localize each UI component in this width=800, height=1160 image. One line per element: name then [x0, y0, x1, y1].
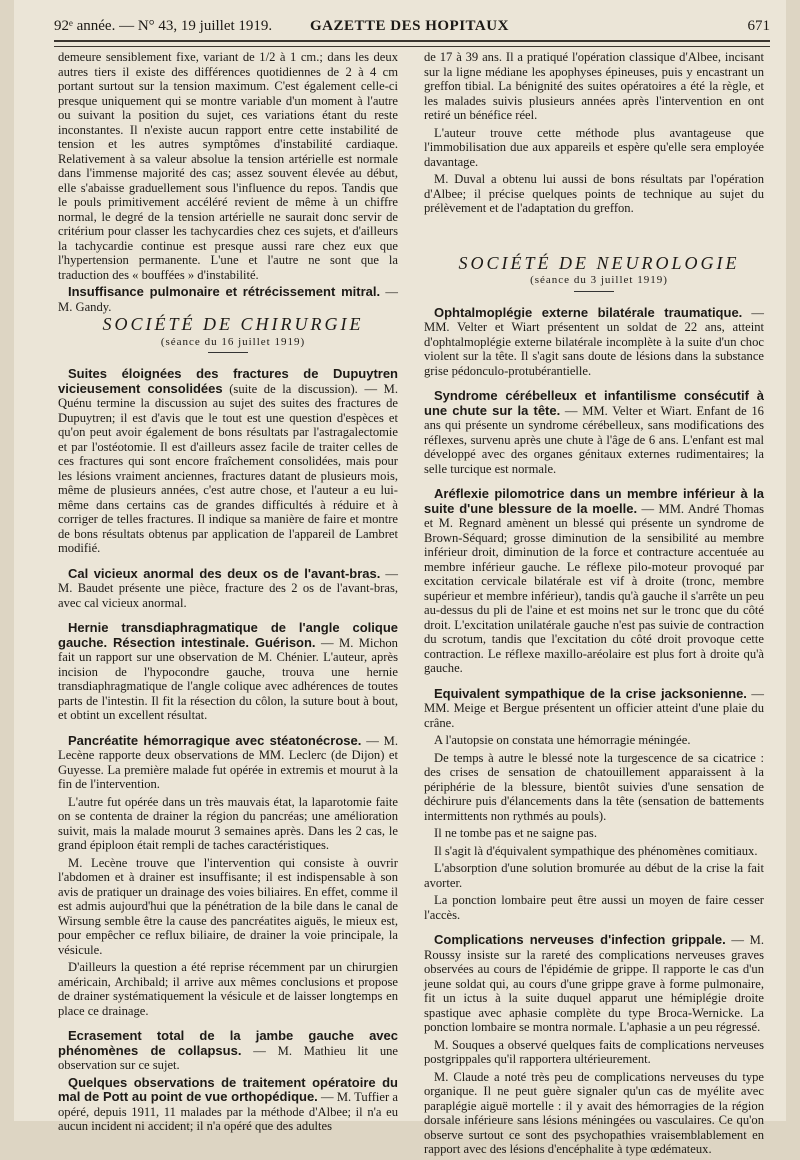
equivalent-text-4: Il ne tombe pas et ne saigne pas. [434, 826, 597, 840]
pott-title: Quelques observations de traitement opératoire du mal de Pott au point de vue orthopédique. [58, 1074, 398, 1104]
pott-text: — M. Tuffier a opéré, depuis 1911, 11 malades par la méthode d'Albee; il n'a eu aucun incident ni accident; il n'a opéré que des adultes [58, 1090, 398, 1133]
cal-title: Cal vicieux anormal des deux os de l'avant-bras. [68, 565, 381, 581]
pancreatite-text-2: L'autre fut opérée dans un très mauvais état, la laparotomie faite on se contenta de drainer la région du pancréas; une amélioration suivit, mais la malade mourut 3 semaines après. Dans les 2 cas, le grand épiploon était rempli de taches caractéristiques. [58, 794, 398, 852]
pancreatite-entry [58, 734, 398, 792]
ophtalmoplegie-title: Ophtalmoplégie externe bilatérale traumatique. [434, 304, 743, 320]
equivalent-text-5: Il s'agit là d'équivalent sympathique des phénomènes comitiaux. [434, 843, 758, 858]
ecrasement-title: Ecrasement total de la jambe gauche avec phénomènes de collapsus. [58, 1028, 398, 1058]
issue-info: 92ᵉ année. — N° 43, 19 juillet 1919. [54, 18, 273, 34]
cal-entry [58, 567, 398, 611]
section-neurologie-title: SOCIÉTÉ DE NEUROLOGIE [458, 252, 740, 273]
pancreatite-text-4: D'ailleurs la question a été reprise récemment par un chirurgien américain, Archibald; il arrive aux mêmes conclusions et propose de drainer systématiquement la vésicule et de laisser longtemps en place ce drainage. [58, 960, 398, 1018]
pancreatite-text: — M. Lecène rapporte deux observations de MM. Leclerc (de Dijon) et Guyesse. La première malade fut opérée in extremis et mourut à la fin de l'intervention. [58, 733, 398, 791]
hernie-title: Hernie transdiaphragmatique de l'angle colique gauche. Résection intestinale. Guérison. [58, 620, 398, 650]
complications-text-3: M. Claude a noté très peu de complications nerveuses du type organique. Il ne peut guère signaler qu'un cas de myélite avec paraplégie aiguë mortelle : il y avait des hémorragies de la région dorsale inférieure sans lésions méningées ou vasculaires. Ce qu'on observe surtout ce sont des psychopathies vraisemblablement en rapport avec des lésions d'encéphalite à type œdémateux. [424, 1069, 764, 1156]
equivalent-text-7: La ponction lombaire peut être aussi un moyen de faire cesser l'accès. [424, 893, 764, 922]
complications-text-2: M. Souques a observé quelques faits de complications nerveuses postgrippales qu'il rapportera ultérieurement. [424, 1037, 764, 1066]
duval-paragraph: M. Duval a obtenu lui aussi de bons résultats par l'opération d'Albee; il précise quelques points de technique au sujet du prélèvement et de l'adaptation du greffon. [424, 172, 764, 215]
pancreatite-title: Pancréatite hémorragique avec stéatonécrose. [68, 732, 362, 748]
right-column [424, 50, 764, 1160]
complications-text: — M. Roussy insiste sur la rareté des complications nerveuses graves observées au cours de l'épidémie de grippe. Il rapporte le cas d'un jeune soldat qui, au cours d'une grippe grave à forme pulmonaire, fit un ictus à la suite duquel apparut une hémiplégie droite spastique avec aphasie complète du type Broca-Wernicke. La ponction lombaire se montra normale. L'aphasie a un peu régressé. [424, 933, 764, 1034]
dupuytren-text: (suite de la discussion). — M. Quénu termine la discussion au sujet des suites des fractures de Dupuytren; il est d'avis que le tout est une question d'espèces et qu'on peut avoir également de bons résultats par l'astragalectomie et par l'ostéotomie. Il est d'ailleurs assez facile de traiter celles de ces fractures qui sont encore fraîchement consolidées, mais pour les lésions vraiment anciennes, fractures datant de plusieurs mois, même de plusieurs années, c'est autre chose, et l'auteur a eu lui-même dans certains cas de grandes difficultés à réduire et à corriger de telles fractures. Il indique sa manière de faire et montre de bons résultats obtenus par application de l'appareil de Lambret modifié. [58, 381, 398, 555]
syndrome-entry [424, 389, 764, 476]
ophtalmoplegie-entry [424, 306, 764, 379]
journal-title: GAZETTE DES HOPITAUX [310, 18, 509, 34]
dupuytren-title: Suites éloignées des fractures de Dupuytren vicieusement consolidées [58, 366, 398, 396]
pancreatite-text-3: M. Lecène trouve que l'intervention qui consiste à ouvrir l'abdomen et à drainer est insuffisante; il est indispensable à son avis de pratiquer un drainage des voies biliaires. En effet, comme il est admis aujourd'hui que la pénétration de la bile dans le canal de Wirsung semble être la cause des pancréatites aiguës, le mieux est, pour empêcher ce reflux biliaire, de drainer la voie principale, la vésicule. [58, 855, 398, 957]
albee-paragraph: de 17 à 39 ans. Il a pratiqué l'opération classique d'Albee, incisant sur la ligne médiane les apophyses épineuses, puis y encastrant un greffon tibial. La bénignité des suites opératoires a été la règle, et les malades suivis plusieurs années après l'intervention en ont retiré un bénéfice réel. [424, 50, 764, 122]
section-rule-2 [574, 291, 614, 292]
tension-paragraph: demeure sensiblement fixe, variant de 1/2 à 1 cm.; dans les deux autres tiers il existe des différences quotidiennes de 2 à 4 cm portant surtout sur la tension maximum. C'est également celle-ci presque uniquement qui se montre variable d'un moment à l'autre ou suivant la position du sujet, ces variations étant du reste inconstantes. Il n'existe aucun rapport entre cette instabilité de tension et les autres symptômes d'instabilité cardiaque. Relativement à sa valeur absolue la tension artérielle est normale dans l'immense majorité des cas; assez souvent élevée au début, elle s'abaisse graduellement sous l'influence du repos. Tandis que le pouls primitivement accéléré revient de même à un chiffre normal, le degré de la tension artérielle ne saurait donc servir de critérium pour classer les tachycardies chez ces sujets, et d'ailleurs la tachycardie continue est presque aussi rare chez eux que l'hypertension permanente. L'une et l'autre ne sont que la traduction des « bouffées » d'instabilité. [58, 50, 398, 282]
pott-entry [58, 1076, 398, 1134]
complications-entry [424, 933, 764, 1035]
ecrasement-entry [58, 1029, 398, 1073]
equivalent-text-6: L'absorption d'une solution bromurée au début de la crise la fait avorter. [424, 861, 764, 890]
equivalent-entry [424, 687, 764, 731]
equivalent-text-2: A l'autopsie on constata une hémorragie méningée. [434, 733, 691, 747]
ophtalmoplegie-text: — MM. Velter et Wiart présentent un soldat de 22 ans, atteint d'ophtalmoplégie externe bilatérale incomplète à la suite d'un choc violent sur la tête. Il s'agit sans doute de lésions dans la substance grise pédonculo-protubérantielle. [424, 305, 764, 378]
insuffisance-author: — M. Gandy. [58, 285, 398, 314]
insuffisance-title: Insuffisance pulmonaire et rétrécissement mitral. [68, 284, 381, 299]
complications-title: Complications nerveuses d'infection grippale. [434, 932, 726, 947]
section-rule [208, 352, 248, 353]
hernie-entry [58, 621, 398, 723]
albee-paragraph-2: L'auteur trouve cette méthode plus avantageuse que l'immobilisation due aux appareils et espère qu'elle sera employée davantage. [424, 125, 764, 169]
equivalent-title: Equivalent sympathique de la crise jacksonienne. [434, 685, 747, 701]
section-chirurgie-title: SOCIÉTÉ DE CHIRURGIE [102, 314, 364, 334]
section-chirurgie-date: (séance du 16 juillet 1919) [160, 335, 306, 348]
syndrome-text: — MM. Velter et Wiart. Enfant de 16 ans qui présente un syndrome cérébelleux, sans modifications des réflexes, survenu après une chute à l'âge de 6 ans. L'enfant est mal développé avec des organes génitaux externes rudimentaires; la selle turcique est normale. [424, 403, 764, 476]
left-column [58, 50, 398, 1137]
areflexie-text: — MM. André Thomas et M. Regnard amènent un blessé qui présente un syndrome de Brown-Séquard; grosse diminution de la sensibilité au membre inférieur droit, diminution de la force et contracture accentuée au membre inférieur gauche. Le réflexe pilo-moteur provoqué par excitation cervicale bilatérale est vif à droite (tronc, membre supérieur et membre inférieur), tandis qu'à gauche il s'arrête un peu au-dessus du pli de l'aine et est moins net sur le tronc que du côté droit. L'excitation unilatérale gauche n'est pas suivie de contraction du scrotum, tandis que l'excitation du côté droit provoque cette contraction. Le réflexe maxillo-aréolaire est plus fort à droite qu'à gauche. [424, 501, 764, 675]
section-neurologie-date: (séance du 3 juillet 1919) [530, 274, 668, 286]
header-rule [54, 40, 770, 47]
equivalent-text: — MM. Meige et Bergue présentent un officier atteint d'une plaie du crâne. [424, 686, 764, 730]
areflexie-entry [424, 487, 764, 676]
equivalent-text-3: De temps à autre le blessé note la turgescence de sa cicatrice : des crises de sensation de chatouillement apparaissent à la périphérie de la blessure, bientôt suivies d'une sensation de déchirure puis d'élancements dans la tête (sensation de battements intermittents non rythmés au pouls). [424, 750, 764, 823]
page-number: 671 [747, 18, 770, 34]
dupuytren-entry [58, 367, 398, 556]
cal-text: — M. Baudet présente une pièce, fracture des 2 os de l'avant-bras, avec cal vicieux anormal. [58, 566, 398, 610]
insuffisance-entry [58, 285, 398, 314]
page-header [54, 18, 770, 40]
hernie-text: — M. Michon fait un rapport sur une observation de M. Chénier. L'auteur, après incision de l'hypocondre gauche, trouva une hernie transdiaphragmatique de l'angle colique avec adhérences de toutes parts de l'intestin. Il fit la résection du côlon, la suture bout à bout, et obtint un excellent résultat. [58, 635, 398, 722]
syndrome-title: Syndrome cérébelleux et infantilisme consécutif à une chute sur la tête. [424, 388, 764, 418]
areflexie-title: Aréflexie pilomotrice dans un membre inférieur à la suite d'une blessure de la moelle. [424, 486, 764, 516]
ecrasement-text: — M. Mathieu lit une observation sur ce sujet. [58, 1043, 399, 1072]
